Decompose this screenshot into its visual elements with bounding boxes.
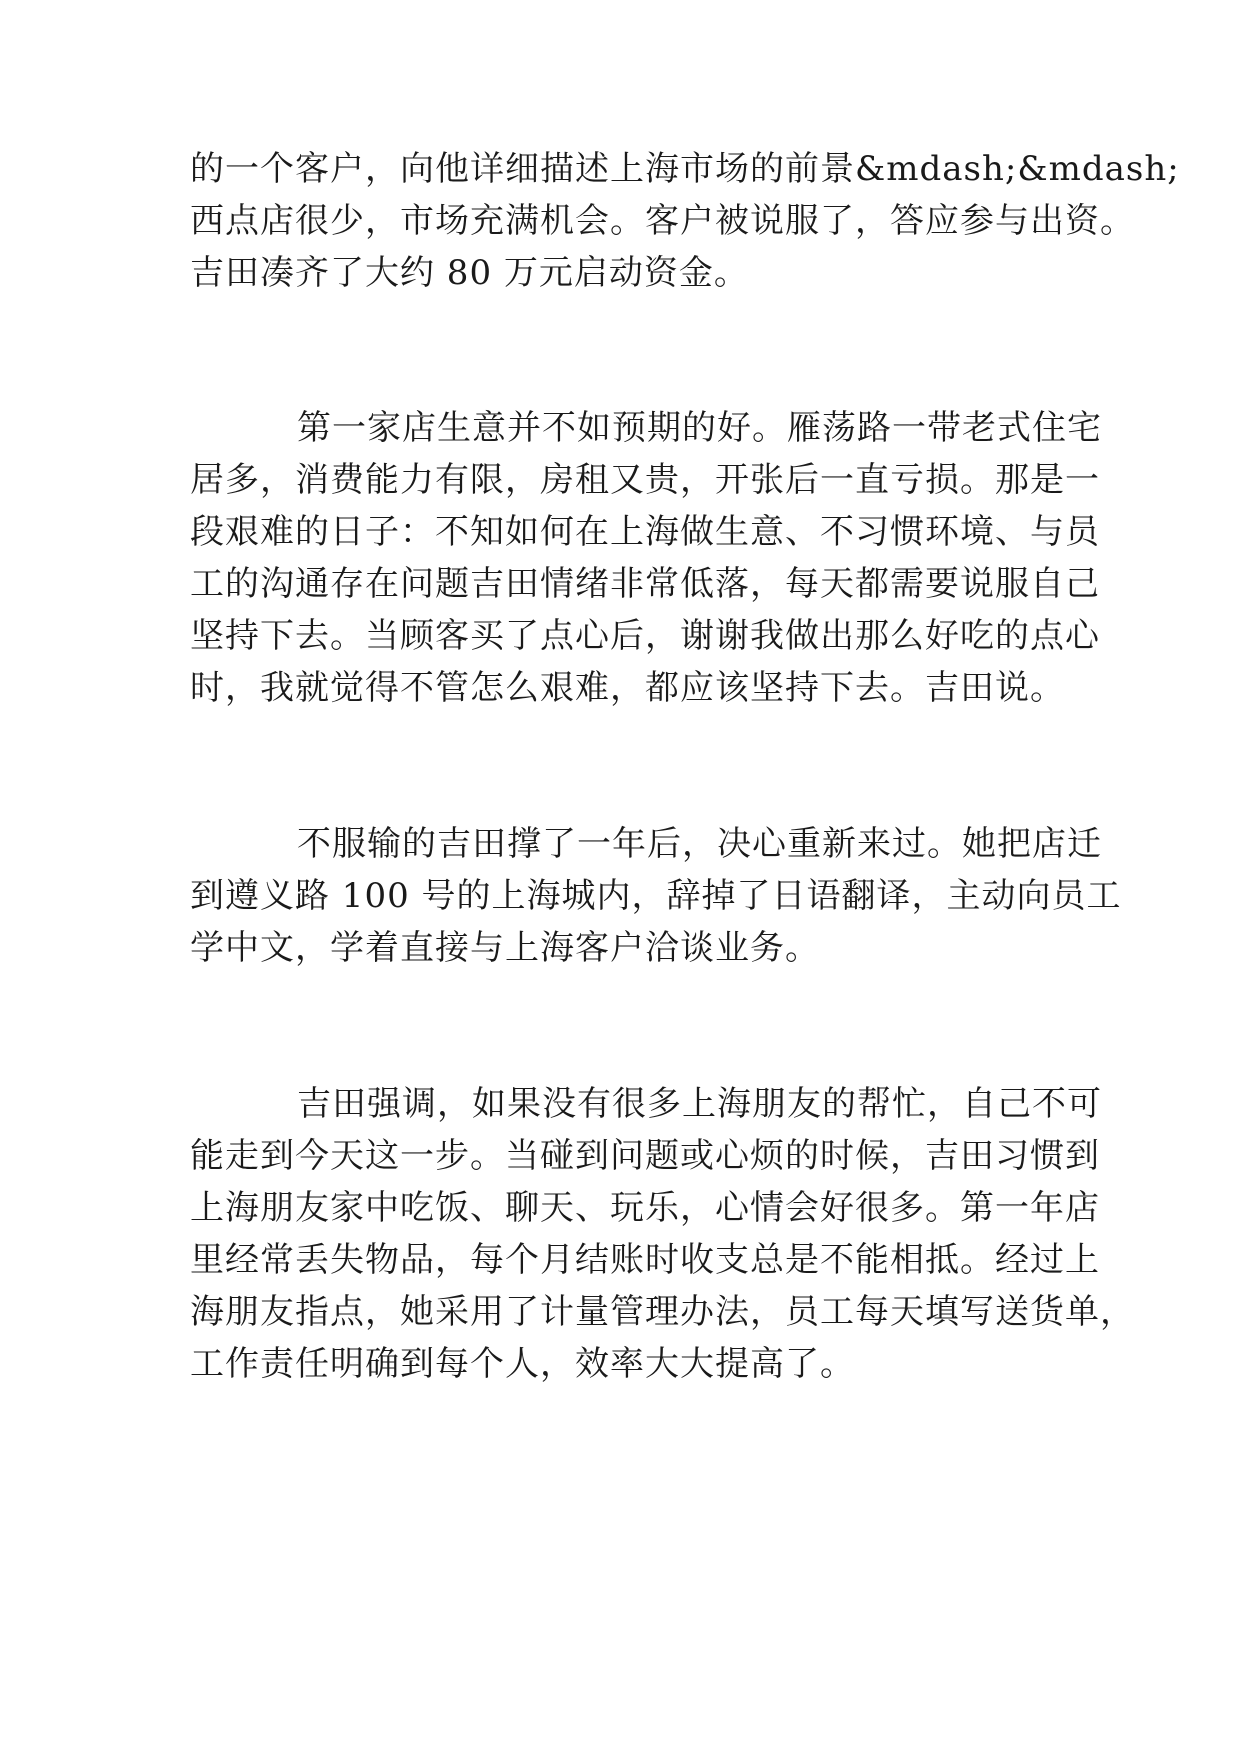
paragraph-line: 不服输的吉田撑了一年后，决心重新来过。她把店迁 [297,824,1102,864]
paragraph-line: 工的沟通存在问题吉田情绪非常低落，每天都需要说服自己 [190,564,1100,604]
paragraph-line: 吉田强调，如果没有很多上海朋友的帮忙，自己不可 [297,1084,1102,1124]
paragraph-line: 里经常丢失物品，每个月结账时收支总是不能相抵。经过上 [190,1240,1100,1280]
paragraph-line: 时，我就觉得不管怎么艰难，都应该坚持下去。吉田说。 [190,668,1065,708]
paragraph-line: 吉田凑齐了大约 80 万元启动资金。 [190,253,749,293]
paragraph-line: 能走到今天这一步。当碰到问题或心烦的时候，吉田习惯到 [190,1136,1100,1176]
paragraph-line: 学中文，学着直接与上海客户洽谈业务。 [190,928,820,968]
paragraph-line: 第一家店生意并不如预期的好。雁荡路一带老式住宅 [297,408,1102,448]
paragraph-line: 西点店很少，市场充满机会。客户被说服了，答应参与出资。 [190,201,1135,241]
paragraph-line: 段艰难的日子：不知如何在上海做生意、不习惯环境、与员 [190,512,1100,552]
paragraph-line: 的一个客户，向他详细描述上海市场的前景&mdash;&mdash; [190,149,1180,189]
paragraph-line: 海朋友指点，她采用了计量管理办法，员工每天填写送货单， [190,1292,1135,1332]
paragraph-line: 到遵义路 100 号的上海城内，辞掉了日语翻译，主动向员工 [190,876,1122,916]
paragraph-line: 工作责任明确到每个人，效率大大提高了。 [190,1344,855,1384]
paragraph-line: 坚持下去。当顾客买了点心后，谢谢我做出那么好吃的点心 [190,616,1100,656]
paragraph-line: 上海朋友家中吃饭、聊天、玩乐，心情会好很多。第一年店 [190,1188,1100,1228]
paragraph-line: 居多，消费能力有限，房租又贵，开张后一直亏损。那是一 [190,460,1100,500]
